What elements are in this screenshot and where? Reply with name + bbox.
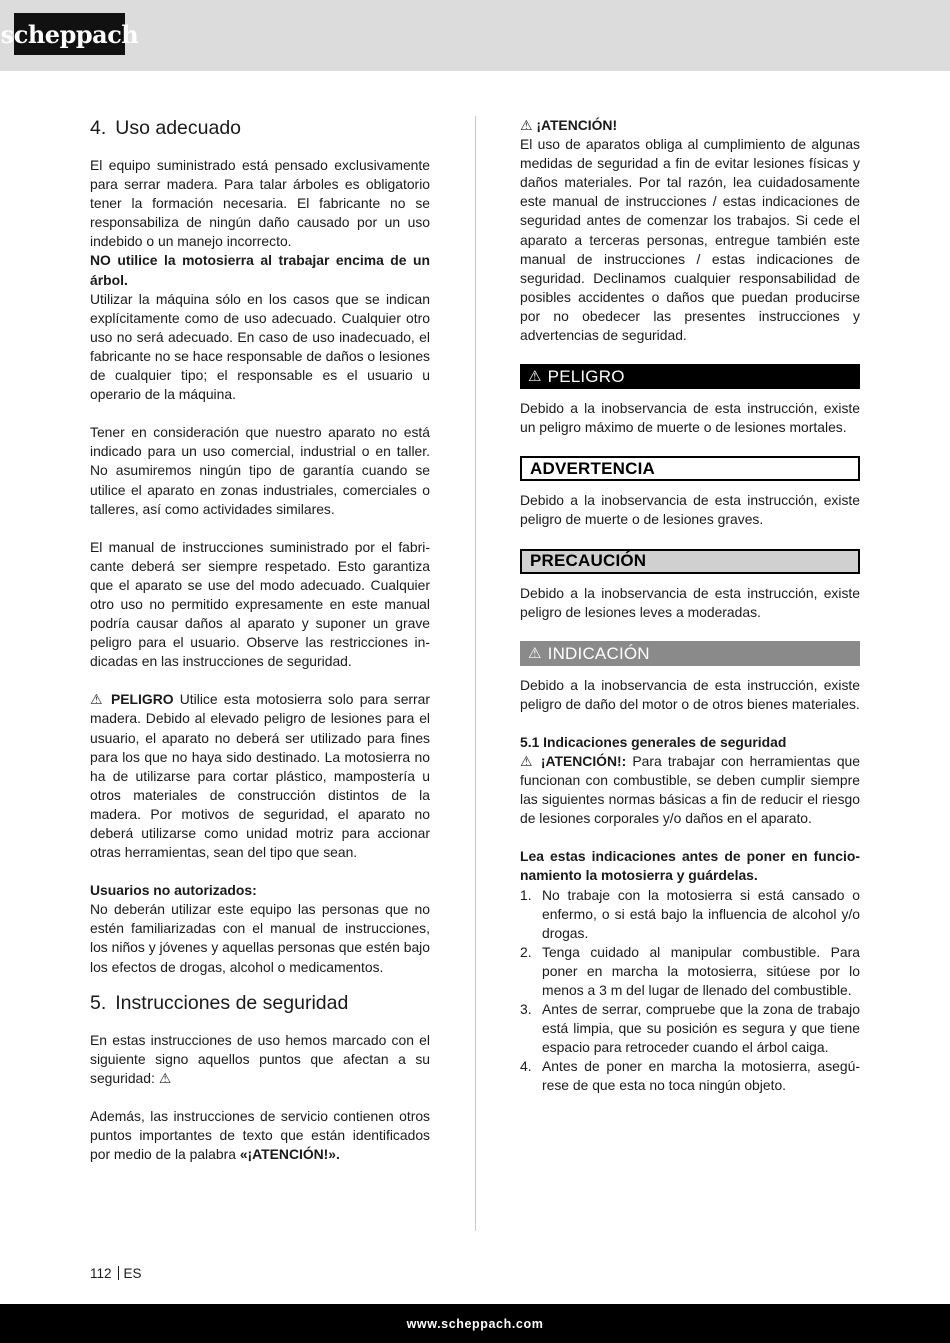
subsection-5-1-text [520, 752, 860, 828]
paragraph-intended-use: El equipo suministrado está pensado exclusivamente para serrar madera. Para talar árboles es obligatorio tener la formación necesaria. El fabricante no se responsabiliza de ningún daño causado por un uso indebido o un manejo incorrecto. [90, 157, 430, 250]
brand-logo [0, 13, 139, 55]
paragraph-explicit-use: Utilizar la máquina sólo en los casos que se indican explícitamente como de uso adecuado. Cualquier otro uso no será adecuado. En caso de uso inadecuado, el fabricante no se hace responsable de daños o lesiones de cualquier tipo; el responsable es el usuario u operario de la máquina. [90, 290, 430, 403]
section-5-number: 5. [90, 991, 107, 1014]
attention-word-bold: «¡ATENCIÓN!». [239, 1146, 340, 1163]
peligro-title: PELIGRO [547, 367, 625, 387]
warning-triangle-icon: ⚠ [520, 117, 533, 133]
list-item [520, 886, 860, 943]
subsection-5-1-label: ¡ATENCIÓN!: [540, 752, 627, 769]
unauthorized-users-text: No deberán utilizar este equipo las personas que no estén familiarizadas con el manual de instrucciones, los niños y jóvenes y aquellas personas que estén bajo los efectos de drogas, alcohol o medicamentos. [90, 901, 430, 975]
indicacion-title: INDICACIÓN [547, 643, 650, 663]
list-item [520, 943, 860, 1000]
advertencia-box [520, 456, 860, 481]
warning-triangle-icon: ⚠ [90, 691, 105, 708]
section-4-number: 4. [90, 117, 107, 139]
danger-label: PELIGRO [111, 691, 174, 708]
paragraph-commercial-use: Tener en consideración que nuestro aparato no está indicado para un uso comercial, industrial o en taller. No asumiremos ningún tipo de garantía cuando se utilice el aparato en zonas industriales, comerciales o talleres, así como actividades similares. [90, 424, 430, 517]
list-text: No trabaje con la motosierra si está cansado o enfermo, o si está bajo la influencia de alcohol y/o drogas. [542, 886, 860, 941]
precaucion-text: Debido a la inobservancia de esta instrucción, existe peligro de lesiones leves a moderadas. [520, 584, 860, 620]
page-number: 112 [90, 1266, 112, 1281]
column-divider [475, 116, 476, 1231]
advertencia-text: Debido a la inobservancia de esta instrucción, existe peligro de muerte o de lesiones graves. [520, 492, 860, 528]
footer-bar [0, 1304, 950, 1343]
peligro-text: Debido a la inobservancia de esta instrucción, existe un peligro máximo de muerte o de lesiones mortales. [520, 400, 860, 436]
page-number-block [90, 1266, 142, 1281]
left-column [90, 116, 430, 1164]
indicacion-text: Debido a la inobservancia de esta instrucción, existe peligro de daño del motor o de otros bienes materiales. [520, 676, 860, 712]
warning-triangle-icon: ⚠ [528, 368, 542, 386]
list-number: 4. [520, 1058, 532, 1075]
header-bar [0, 0, 950, 71]
safety-rules-list [520, 886, 860, 1096]
attention-text: El uso de aparatos obliga al cumplimiento de algunas medidas de seguridad a fin de evitar lesiones físicas y daños materiales. Por tal razón, lea cuidadosamente este manual de instrucciones / estas indicaciones de seguridad antes de comenzar los trabajos. Si cede el aparato a terceras personas, entregue también este manual de instrucciones / estas indicaciones de seguridad. Declinamos cualquier responsabilidad de posibles accidentes o daños que puedan producirse por no obedecer las presentes instrucciones y advertencias de seguridad. [520, 136, 860, 344]
list-number: 1. [520, 886, 532, 903]
attention-word-text: Además, las instrucciones de servicio contienen otros puntos importantes de texto que están identificados por medio de la palabra [90, 1107, 430, 1163]
list-text: Antes de serrar, compruebe que la zona de trabajo está limpia, que su posición es segura y que tiene espacio para retroceder cuando el árbol caiga. [542, 1001, 860, 1056]
list-item [520, 1000, 860, 1057]
safety-sign-text: En estas instrucciones de uso hemos marcado con el siguiente signo aquellos puntos que afectan a su seguridad: [90, 1031, 430, 1086]
read-instructions-bold: Lea estas indicaciones antes de poner en funcionamiento la motosierra y guárdelas. [520, 848, 860, 884]
attention-heading [520, 116, 860, 135]
subsection-5-1-title: 5.1 Indicaciones generales de seguridad [520, 733, 787, 750]
peligro-box [520, 364, 860, 389]
list-number: 2. [520, 943, 532, 960]
danger-text: Utilice esta motosierra solo para serrar madera. Debido al elevado peligro de lesiones para el usuario, el aparato no deberá ser utilizado para fines para los que no haya sido destinado. La motosierra no ha de utilizarse para cortar plástico, mampostería u otros materiales de construcción distintos de la madera. Por motivos de seguridad, el aparato no deberá utilizarse como unidad motriz para accionar otras herramientas, sean del tipo que sean. [90, 691, 431, 861]
page-separator [118, 1266, 119, 1280]
language-code: ES [123, 1266, 142, 1281]
precaucion-box [520, 549, 860, 574]
website-link[interactable]: www.scheppach.com [406, 1316, 544, 1331]
precaucion-title: PRECAUCIÓN [530, 551, 647, 571]
warning-triangle-icon: ⚠ [520, 752, 535, 769]
unauthorized-users-heading: Usuarios no autorizados: [90, 882, 257, 899]
list-item [520, 1057, 860, 1095]
list-number: 3. [520, 1001, 532, 1018]
paragraph-safety-sign [90, 1031, 430, 1088]
paragraph-attention-word [90, 1107, 430, 1164]
right-column [520, 116, 860, 1096]
indicacion-box [520, 641, 860, 666]
section-5-heading [90, 991, 430, 1015]
subsection-5-1-body: Para trabajar con herramientas que funcionan con combustible, se deben cumplir siempre las siguientes normas básicas a fin de reducir el riesgo de lesiones corporales y/o daños en el aparato. [520, 752, 861, 827]
section-4-heading [90, 116, 430, 140]
paragraph-manual-respect: El manual de instrucciones suministrado por el fabricante deberá ser siempre respetado. Esto garantiza que el aparato se use del modo adecuado. Cualquier otro uso no permitido expresamente en este manual podría causar daños al aparato y suponer un grave peligro para el usuario. Observe las restricciones indicadas en las instrucciones de seguridad. [90, 538, 430, 670]
section-5-title: Instrucciones de seguridad [115, 991, 349, 1014]
paragraph-tree-warning: NO utilice la motosierra al trabajar encima de un árbol. [90, 252, 430, 288]
warning-triangle-icon: ⚠ [528, 644, 542, 662]
list-text: Antes de poner en marcha la motosierra, asegúrese de que esta no toca ningún objeto. [542, 1058, 860, 1094]
advertencia-title: ADVERTENCIA [530, 459, 655, 479]
section-4-title: Uso adecuado [115, 117, 242, 139]
brand-logo-text: scheppach [0, 19, 139, 49]
paragraph-danger-wood-only [90, 690, 430, 862]
list-text: Tenga cuidado al manipular combustible. Para poner en marcha la motosierra, sitúese por lo menos a 3 m del lugar de llenado del combustible. [542, 943, 860, 998]
attention-label: ¡ATENCIÓN! [536, 117, 618, 133]
warning-triangle-icon: ⚠ [158, 1069, 172, 1086]
